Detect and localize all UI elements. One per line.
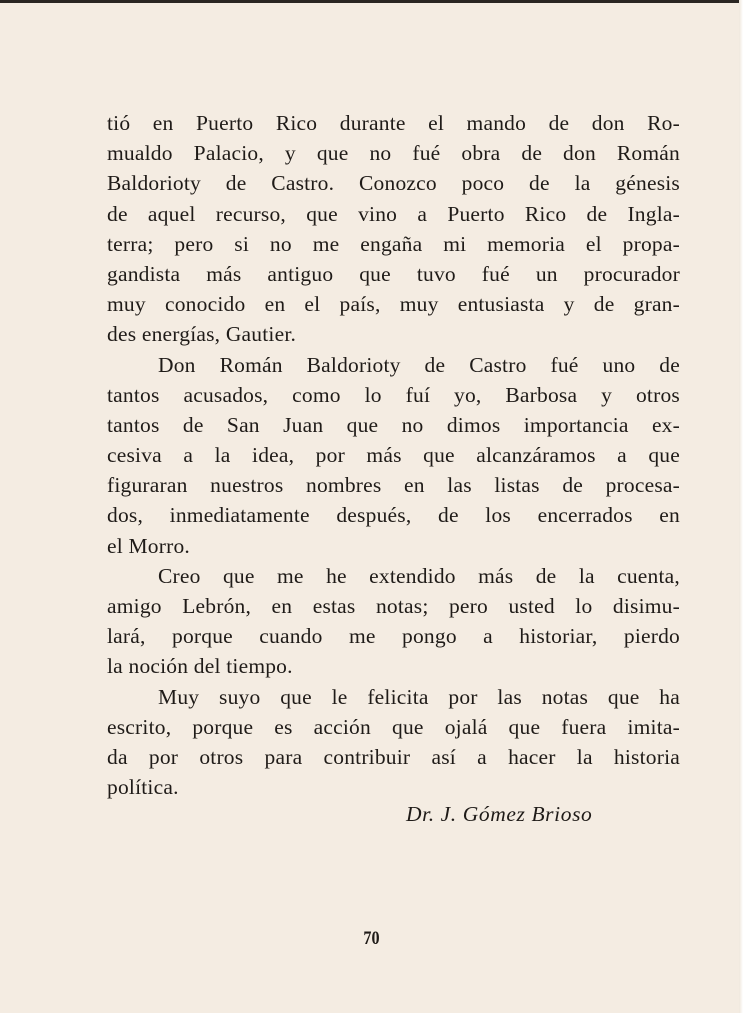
text-line: de aquel recurso, que vino a Puerto Rico de Ingla- <box>107 201 680 226</box>
paragraph <box>107 350 680 561</box>
text-line: lará, porque cuando me pongo a historiar, pierdo <box>107 624 680 649</box>
page-number: 70 <box>363 928 380 949</box>
text-line: Don Román Baldorioty de Castro fué uno de <box>158 352 680 377</box>
text-line: des energías, Gautier. <box>107 322 297 347</box>
text-line: Muy suyo que le felicita por las notas que ha <box>158 684 680 709</box>
text-line: el Morro. <box>107 533 191 558</box>
signature: Dr. J. Gómez Brioso <box>406 802 593 826</box>
text-line: cesiva a la idea, por más que alcanzáramos a que <box>107 443 680 468</box>
text-line: muy conocido en el país, muy entusiasta y de gran- <box>107 292 680 317</box>
text-line: tió en Puerto Rico durante el mando de don Ro- <box>107 111 680 135</box>
page-top-edge <box>0 0 743 3</box>
text-line: gandista más antiguo que tuvo fué un procurador <box>107 261 680 286</box>
text-line: política. <box>107 775 179 800</box>
text-line: amigo Lebrón, en estas notas; pero usted lo disimu- <box>107 594 680 618</box>
text-line: mualdo Palacio, y que no fué obra de don Román <box>107 141 680 166</box>
text-line: Creo que me he extendido más de la cuenta, <box>158 563 680 588</box>
text-line: tantos acusados, como lo fuí yo, Barbosa y otros <box>107 382 680 407</box>
paragraph <box>107 682 680 803</box>
body-text <box>107 108 680 802</box>
text-line: Baldorioty de Castro. Conozco poco de la génesis <box>107 171 680 196</box>
paragraph <box>107 561 680 682</box>
text-line: figuraran nuestros nombres en las listas de procesa- <box>107 473 680 498</box>
text-line: escrito, porque es acción que ojalá que fuera imita- <box>107 714 680 739</box>
text-line: tantos de San Juan que no dimos importancia ex- <box>107 412 680 437</box>
text-line: terra; pero si no me engaña mi memoria el propa- <box>107 231 680 256</box>
text-line: da por otros para contribuir así a hacer la historia <box>107 744 680 769</box>
text-line: dos, inmediatamente después, de los encerrados en <box>107 503 680 528</box>
page-right-edge <box>739 0 743 1013</box>
paragraph <box>107 108 680 350</box>
text-line: la noción del tiempo. <box>107 654 293 679</box>
